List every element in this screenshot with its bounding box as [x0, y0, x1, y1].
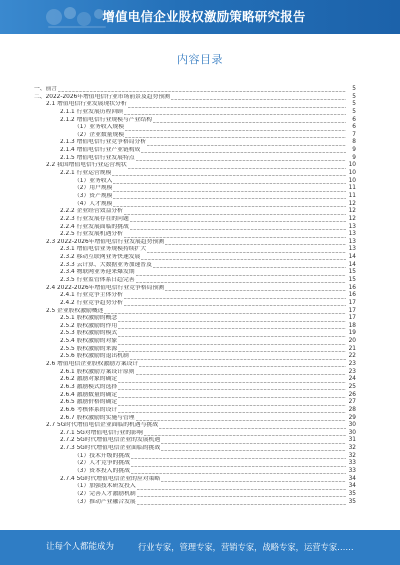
toc-entry-page-number: 6	[352, 116, 356, 123]
toc-dot-leader	[118, 412, 346, 413]
toc-entry	[34, 331, 356, 339]
toc-entry-page-number: 33	[348, 468, 356, 475]
toc-entry-page-number: 21	[348, 345, 356, 352]
toc-entry	[34, 147, 356, 155]
toc-entry-page-number: 20	[348, 338, 356, 345]
toc-entry-page-number: 10	[348, 177, 356, 184]
toc-entry-title: 2.3.1 增值电信业务规模持续扩大	[60, 246, 147, 253]
toc-dot-leader	[147, 251, 346, 252]
toc-entry-title: （3）资本投入的挑战	[74, 468, 130, 475]
toc-entry-page-number: 13	[348, 238, 356, 245]
toc-entry-page-number: 35	[348, 498, 356, 505]
toc-entry	[34, 193, 356, 201]
toc-entry	[34, 132, 356, 140]
toc-entry-page-number: 25	[348, 383, 356, 390]
toc-entry-page-number: 10	[348, 170, 356, 177]
toc-entry-title: 2.7.3 5G时代增值电信企业面临的挑战	[60, 445, 161, 452]
toc-entry-title: 2.4.2 行业竞争趋势分析	[60, 299, 123, 306]
toc-dot-leader	[125, 129, 346, 130]
toc-dot-leader	[128, 167, 346, 168]
toc-dot-leader	[113, 206, 346, 207]
toc-dot-leader	[131, 465, 346, 466]
toc-entry-title: 2.6.6 考核体系的设计	[60, 406, 118, 413]
toc-entry-title: 2.6.5 激励价格的确定	[60, 399, 118, 406]
toc-entry-title: 2.7 5G时代增值电信企业面临的机遇与挑战	[46, 422, 158, 429]
toc-entry	[34, 216, 356, 224]
toc-dot-leader	[165, 290, 346, 291]
toc-dot-leader	[112, 175, 346, 176]
toc-entry	[34, 460, 356, 468]
toc-dot-leader	[159, 427, 346, 428]
toc-entry-page-number: 9	[352, 154, 356, 161]
toc-entry	[34, 231, 356, 239]
toc-entry-page-number: 22	[348, 353, 356, 360]
toc-dot-leader	[113, 190, 346, 191]
toc-entry-page-number: 16	[348, 292, 356, 299]
toc-entry-page-number: 17	[348, 299, 356, 306]
toc-entry	[34, 178, 356, 186]
toc-entry-page-number: 5	[352, 101, 356, 108]
toc-entry-page-number: 26	[348, 391, 356, 398]
toc-entry-page-number: 5	[352, 93, 356, 100]
toc-entry-title: （1）加强技术研发投入	[74, 483, 136, 490]
toc-dot-leader	[125, 137, 346, 138]
toc-dot-leader	[136, 420, 346, 421]
toc-entry	[34, 407, 356, 415]
toc-entry-title: 2.1.5 增值电信行业发展特点	[60, 154, 135, 161]
toc-entry	[34, 170, 356, 178]
toc-entry-title: （4）人才规模	[74, 200, 113, 207]
toc-dot-leader	[136, 160, 346, 161]
toc-entry	[34, 94, 356, 102]
toc-entry-title: 2.6.1 股权激励方案设计原则	[60, 368, 135, 375]
toc-entry-page-number: 12	[348, 215, 356, 222]
toc-entry-page-number: 23	[348, 368, 356, 375]
toc-entry	[34, 86, 356, 94]
toc-entry-title: 一、前言	[34, 85, 58, 92]
toc-dot-leader	[141, 152, 346, 153]
toc-entry	[34, 224, 356, 232]
toc-entry	[34, 300, 356, 308]
toc-entry-title: 2.4.1 行业竞争主体分析	[60, 292, 123, 299]
toc-dot-leader	[136, 374, 346, 375]
toc-entry-title: （3）资产规模	[74, 192, 113, 199]
toc-entry-page-number: 29	[348, 414, 356, 421]
toc-entry	[34, 353, 356, 361]
toc-entry	[34, 399, 356, 407]
toc-entry-title: 2.6.7 股权激励的实施与管理	[60, 414, 135, 421]
toc-entry	[34, 445, 356, 453]
toc-dot-leader	[153, 122, 346, 123]
toc-entry-title: 2.7.1 5G对增值电信行业的影响	[60, 429, 143, 436]
toc-entry	[34, 254, 356, 262]
toc-dot-leader	[139, 366, 346, 367]
toc-entry-page-number: 6	[352, 124, 356, 131]
toc-entry-title: 2.1.1 行业发展历程回顾	[60, 108, 123, 115]
toc-dot-leader	[161, 450, 346, 451]
toc-entry	[34, 361, 356, 369]
toc-entry-page-number: 10	[348, 162, 356, 169]
toc-entry-title: 2.5.1 股权激励的概念	[60, 315, 118, 322]
toc-dot-leader	[144, 435, 346, 436]
report-title: 增值电信企业股权激励策略研究报告	[102, 9, 306, 24]
toc-dot-leader	[136, 274, 346, 275]
toc-entry-title: 2.7.4 5G时代增值电信企业的应对策略	[60, 475, 161, 482]
toc-entry	[34, 262, 356, 270]
toc-entry-page-number: 31	[348, 437, 356, 444]
footer-roles: 行业专家，管理专家，营销专家，战略专家，运营专家……	[138, 542, 354, 552]
toc-entry	[34, 208, 356, 216]
toc-entry	[34, 384, 356, 392]
toc-entry-page-number: 34	[348, 475, 356, 482]
toc-dot-leader	[128, 106, 346, 107]
toc-entry-page-number: 14	[348, 261, 356, 268]
toc-entry-title: 2.2.2 企业经营效益分析	[60, 208, 123, 215]
toc-entry	[34, 285, 356, 293]
toc-entry-title: 2.7.2 5G时代增值电信企业的发展机遇	[60, 437, 161, 444]
toc-dot-leader	[118, 397, 346, 398]
toc-dot-leader	[131, 473, 346, 474]
toc-dot-leader	[118, 335, 346, 336]
toc-entry-title: 2.1.2 增值电信行业规模与产业结构	[60, 116, 152, 123]
toc-entry-page-number: 13	[348, 223, 356, 230]
toc-entry-title: 2.5.5 股权激励的来源	[60, 345, 118, 352]
toc-entry-title: （2）完善人才激励机制	[74, 490, 136, 497]
toc-entry	[34, 139, 356, 147]
toc-entry-title: 2.2.1 行业运营规模	[60, 170, 112, 177]
toc-entry	[34, 109, 356, 117]
toc-entry	[34, 201, 356, 209]
toc-entry-title: 2.2.5 行业发展机遇分析	[60, 231, 123, 238]
toc-dot-leader	[118, 351, 346, 352]
toc-entry-title: 2.4 2022-2026年增值电信行业竞争格局预测	[46, 284, 165, 291]
toc-entry	[34, 277, 356, 285]
toc-entry	[34, 430, 356, 438]
toc-entry-page-number: 32	[348, 452, 356, 459]
toc-entry-title: （3）推动产业融合发展	[74, 498, 136, 505]
toc-dot-leader	[153, 267, 346, 268]
toc-entry-page-number: 24	[348, 376, 356, 383]
toc-entry	[34, 453, 356, 461]
toc-entry-title: 2.6.4 激励数量的确定	[60, 391, 118, 398]
toc-entry	[34, 315, 356, 323]
toc-entry-title: 二、2022-2026年增值电信行业市场前景及趋势预测	[34, 93, 170, 100]
toc-entry	[34, 392, 356, 400]
toc-entry-page-number: 8	[352, 139, 356, 146]
toc-entry	[34, 124, 356, 132]
report-header-bar	[0, 0, 400, 34]
toc-entry-title: 2.6.3 激励模式的选择	[60, 383, 118, 390]
toc-entry-page-number: 13	[348, 231, 356, 238]
toc-entry-page-number: 19	[348, 330, 356, 337]
toc-dot-leader	[171, 99, 346, 100]
toc-entry-page-number: 34	[348, 483, 356, 490]
toc-entry	[34, 155, 356, 163]
toc-dot-leader	[104, 313, 346, 314]
toc-entry-title: 2.5.2 股权激励的作用	[60, 322, 118, 329]
toc-entry-title: 2.5.6 股权激励的退出机制	[60, 353, 129, 360]
toc-entry-page-number: 15	[348, 269, 356, 276]
toc-entry-title: （1）业务收入	[74, 177, 113, 184]
toc-entry-title: （1）技术升级的挑战	[74, 452, 130, 459]
toc-dot-leader	[118, 404, 346, 405]
toc-entry-page-number: 14	[348, 254, 356, 261]
toc-entry-page-number: 32	[348, 445, 356, 452]
toc-heading: 内容目录	[177, 53, 223, 66]
toc-entry-page-number: 11	[348, 192, 356, 199]
toc-entry-page-number: 5	[352, 108, 356, 115]
toc-entry	[34, 308, 356, 316]
toc-dot-leader	[124, 297, 346, 298]
toc-dot-leader	[118, 381, 346, 382]
toc-entry	[34, 369, 356, 377]
toc-entry-page-number: 30	[348, 422, 356, 429]
toc-entry	[34, 292, 356, 300]
toc-dot-leader	[118, 320, 346, 321]
toc-entry-title: （2）用户规模	[74, 185, 113, 192]
toc-entry-title: 2.3.2 移动互联网业务快速发展	[60, 254, 141, 261]
toc-entry-title: 2.1.3 增值电信行业竞争格局分析	[60, 139, 147, 146]
toc-dot-leader	[124, 213, 346, 214]
toc-entry	[34, 437, 356, 445]
toc-entry	[34, 246, 356, 254]
toc-dot-leader	[137, 504, 346, 505]
toc-dot-leader	[137, 488, 346, 489]
toc-entry	[34, 323, 356, 331]
toc-entry-title: 2.6 增值电信企业股权激励方案设计	[46, 361, 139, 368]
toc-entry-page-number: 17	[348, 307, 356, 314]
toc-dot-leader	[130, 358, 346, 359]
toc-entry	[34, 117, 356, 125]
toc-entry	[34, 483, 356, 491]
toc-entry-page-number: 23	[348, 361, 356, 368]
toc-dot-leader	[118, 328, 346, 329]
toc-dot-leader	[118, 343, 346, 344]
toc-entry-page-number: 28	[348, 406, 356, 413]
toc-entry-page-number: 16	[348, 284, 356, 291]
toc-dot-leader	[136, 282, 346, 283]
toc-entry	[34, 415, 356, 423]
toc-entry	[34, 499, 356, 507]
toc-entry	[34, 338, 356, 346]
toc-entry-title: 2.2.4 行业发展面临的挑战	[60, 223, 129, 230]
toc-entry-page-number: 15	[348, 277, 356, 283]
toc-entry-page-number: 18	[348, 322, 356, 329]
toc-entry-title: 2.2 我国增值电信行业运营现状	[46, 162, 127, 169]
toc-dot-leader	[124, 114, 346, 115]
toc-entry	[34, 346, 356, 354]
toc-entry	[34, 101, 356, 109]
toc-dot-leader	[130, 228, 346, 229]
toc-entry-title: 2.3.4 物联网业务迎来爆发期	[60, 269, 135, 276]
toc-dot-leader	[113, 198, 346, 199]
toc-dot-leader	[141, 259, 346, 260]
toc-dot-leader	[147, 144, 346, 145]
toc-dot-leader	[124, 236, 346, 237]
toc-entry-page-number: 13	[348, 246, 356, 253]
toc-entry-title: 2.3.3 云计算、大数据业务加速普及	[60, 261, 152, 268]
toc-dot-leader	[161, 481, 346, 482]
toc-dot-leader	[165, 244, 346, 245]
toc-entry-page-number: 33	[348, 460, 356, 467]
toc-entry	[34, 422, 356, 430]
toc-entry-page-number: 5	[352, 85, 356, 92]
toc-entry-title: 2.6.2 激励对象的确定	[60, 376, 118, 383]
toc-entry-page-number: 12	[348, 200, 356, 207]
toc-dot-leader	[137, 496, 346, 497]
toc-entry	[34, 376, 356, 384]
toc-entry	[34, 185, 356, 193]
toc-entry-title: （2）企业数量规模	[74, 131, 125, 138]
toc-entry-page-number: 35	[348, 490, 356, 497]
toc-dot-leader	[124, 305, 346, 306]
toc-entry-page-number: 11	[348, 185, 356, 192]
toc-entry-page-number: 27	[348, 399, 356, 406]
toc-dot-leader	[113, 183, 346, 184]
toc-dot-leader	[58, 91, 346, 92]
toc-entry-title: （1）业务收入规模	[74, 124, 125, 131]
toc-entry	[34, 468, 356, 476]
toc-entry-page-number: 12	[348, 208, 356, 215]
toc-entry-title: 2.2.3 行业发展存在的问题	[60, 215, 129, 222]
toc-list	[34, 86, 356, 506]
toc-entry	[34, 269, 356, 277]
toc-entry-title: 2.3 2022-2026年增值电信行业发展趋势预测	[46, 238, 165, 245]
toc-entry-title: 2.1.4 增值电信行业产业链构成	[60, 147, 141, 154]
toc-entry-title: 2.5 企业股权激励概述	[46, 307, 104, 314]
toc-entry-page-number: 30	[348, 429, 356, 436]
toc-dot-leader	[130, 221, 346, 222]
toc-entry-title: 2.3.5 行业监管体系日趋完善	[60, 277, 135, 283]
toc-entry	[34, 239, 356, 247]
toc-dot-leader	[131, 458, 346, 459]
toc-entry-title: 2.5.3 股权激励的模式	[60, 330, 118, 337]
toc-entry-title: 2.1 增值电信行业发展现状分析	[46, 101, 127, 108]
toc-entry	[34, 162, 356, 170]
toc-entry-page-number: 7	[352, 131, 356, 138]
toc-dot-leader	[161, 442, 346, 443]
toc-entry	[34, 476, 356, 484]
toc-entry-page-number: 9	[352, 147, 356, 154]
footer-slogan: 让每个人都能成为	[46, 542, 115, 552]
toc-entry-title: 2.5.4 股权激励的对象	[60, 338, 118, 345]
toc-entry	[34, 491, 356, 499]
footer-bar	[0, 530, 400, 565]
toc-entry-page-number: 17	[348, 315, 356, 322]
toc-dot-leader	[118, 389, 346, 390]
toc-entry-title: （2）人才竞争的挑战	[74, 460, 130, 467]
